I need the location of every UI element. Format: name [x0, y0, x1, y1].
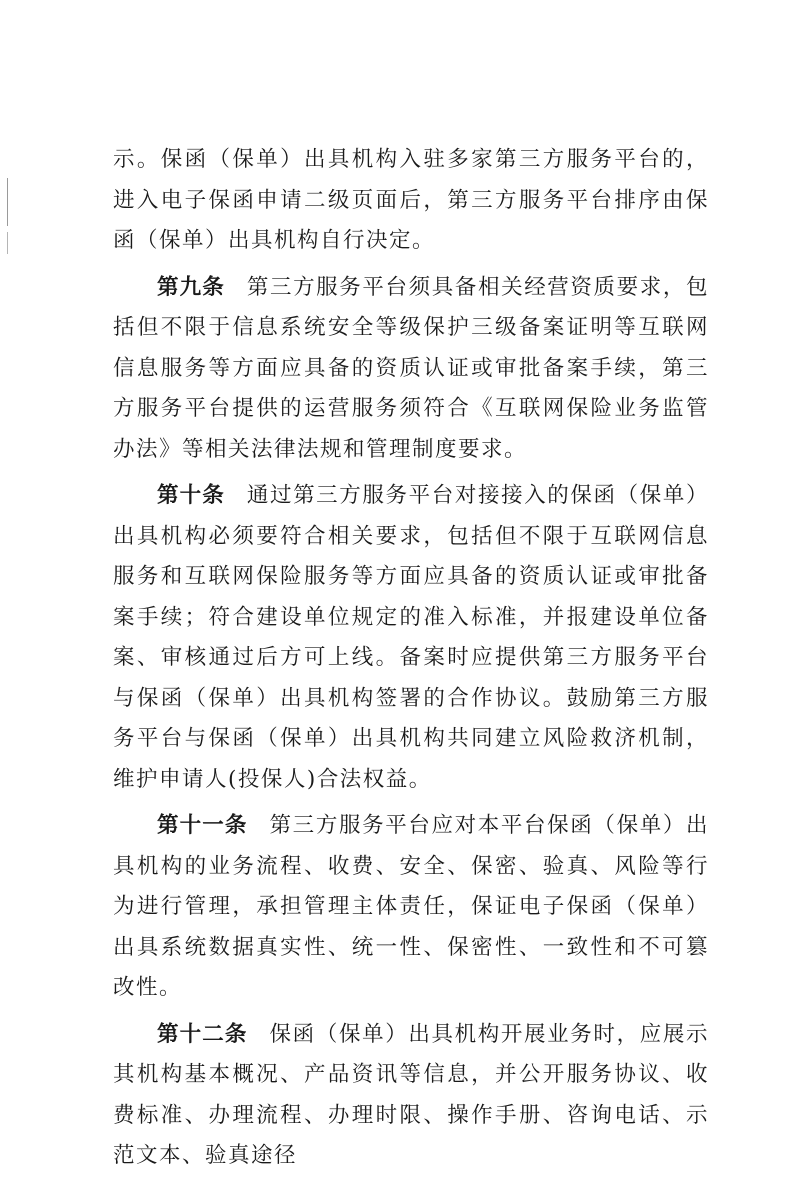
article-heading: 第九条 [157, 274, 225, 300]
article-9 [113, 268, 709, 471]
article-heading: 第十二条 [157, 1021, 248, 1047]
article-heading: 第十一条 [157, 813, 248, 838]
article-text: 第三方服务平台应对本平台保函（保单）出具机构的业务流程、收费、安全、保密、验真、风险等行为进行管理，承担管理主体责任，保证电子保函（保单）出具系统数据真实性、统一性、保密性、一致性和不可篡改性。 [113, 813, 709, 1000]
article-12 [113, 1015, 709, 1177]
article-11 [113, 806, 709, 1009]
paragraph-text: 示。保函（保单）出具机构入驻多家第三方服务平台的，进入电子保函申请二级页面后，第三方服务平台排序由保函（保单）出具机构自行决定。 [113, 147, 709, 253]
article-10 [113, 476, 709, 800]
article-text: 通过第三方服务平台对接接入的保函（保单）出具机构必须要符合相关要求，包括但不限于互联网信息服务和互联网保险服务等方面应具备的资质认证或审批备案手续；符合建设单位规定的准入标准，并报建设单位备案、审核通过后方可上线。备案时应提供第三方服务平台与保函（保单）出具机构签署的合作协议。鼓励第三方服务平台与保函（保单）出具机构共同建立风险救济机制，维护申请人(投保人)合法权益。 [113, 483, 709, 792]
paragraph-continuation [113, 140, 709, 262]
document-body [113, 140, 709, 1183]
article-text: 第三方服务平台须具备相关经营资质要求，包括但不限于信息系统安全等级保护三级备案证明等互联网信息服务等方面应具备的资质认证或审批备案手续，第三方服务平台提供的运营服务须符合《互联网保险业务监管办法》等相关法律法规和管理制度要求。 [113, 274, 709, 462]
scan-edge-mark [7, 232, 8, 254]
article-heading: 第十条 [157, 483, 225, 508]
article-text: 保函（保单）出具机构开展业务时，应展示其机构基本概况、产品资讯等信息，并公开服务协议、收费标准、办理流程、办理时限、操作手册、咨询电话、示范文本、验真途径 [113, 1021, 709, 1168]
scan-edge-mark [7, 178, 8, 226]
